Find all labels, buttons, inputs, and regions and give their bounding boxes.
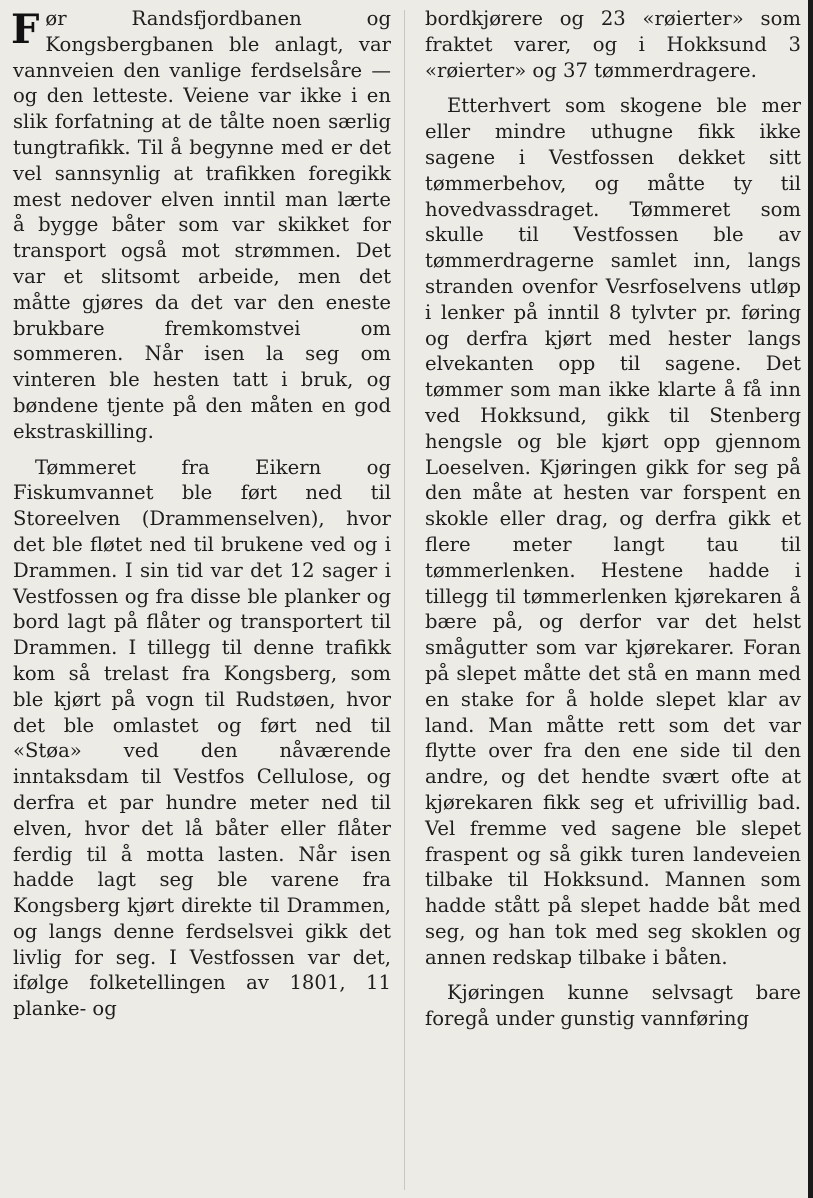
left-column: [13, 6, 391, 1022]
paragraph-timber-transport: Tømmeret fra Eikern og Fiskumvannet ble ført ned til Storeelven (Drammenselven), hvor det ble fløtet ned til brukene ved og i Drammen. I sin tid var det 12 sager i Vestfossen og fra disse ble planker og bord lagt på flåter og transportert til Drammen. I tillegg til denne trafikk kom så trelast fra Kongsberg, som ble kjørt på vogn til Rudstøen, hvor det ble omlastet og ført ned til «Støa» ved den nåværende inntaksdam til Vestfos Cellulose, og derfra et par hundre meter ned til elven, hvor det lå båter eller flåter ferdig til å motta lasten. Når isen hadde lagt seg ble varene fra Kongsberg kjørt direkte til Drammen, og langs denne ferdselsvei gikk det livlig for seg. I Vestfossen var det, ifølge folketellingen av 1801, 11 planke- og: [13, 455, 391, 1021]
paragraph-intro-text: ør Randsfjordbanen og Kongsbergbanen ble anlagt, var vannveien den vanlige ferdselsåre — og den letteste. Veiene var ikke i en slik forfatning at de tålte noen særlig tungtrafikk. Til å begynne med er det vel sannsynlig at trafikken foregikk mest nedover elven inntil man lærte å bygge båter som var skikket for transport også mot strømmen. Det var et slitsomt arbeide, men det måtte gjøres da det var den eneste brukbare fremkomstvei om sommeren. Når isen la seg om vinteren ble hesten tatt i bruk, og bøndene tjente på den måten en god ekstraskilling.: [13, 7, 391, 443]
paragraph-continuation: bordkjørere og 23 «røierter» som fraktet varer, og i Hokksund 3 «røierter» og 37 tømmerdragere.: [425, 7, 801, 82]
right-column: [425, 6, 801, 1032]
page-edge: [808, 0, 813, 1198]
paragraph-sawmills: Etterhvert som skogene ble mer eller mindre uthugne fikk ikke sagene i Vestfossen dekket sitt tømmerbehov, og måtte ty til hovedvassdraget. Tømmeret som skulle til Vestfossen ble av tømmerdragerne samlet inn, langs stranden ovenfor Vesrfoselvens utløp i lenker på inntil 8 tylvter pr. føring og derfra kjørt med hester langs elvekanten opp til sagene. Det tømmer som man ikke klarte å få inn ved Hokksund, gikk til Stenberg hengsle og ble kjørt opp gjennom Loeselven. Kjøringen gikk for seg på den måte at hesten var forspent en skokle eller drag, og derfra gikk et flere meter langt tau til tømmerlenken. Hestene hadde i tillegg til tømmerlenken kjørekaren å bære på, og derfor var det helst smågutter som var kjørekarer. Foran på slepet måtte det stå en mann med en stake for å holde slepet klar av land. Man måtte rett som det var flytte over fra den ene side til den andre, og det hendte svært ofte at kjørekaren fikk seg et ufrivillig bad. Vel fremme ved sagene ble slepet fraspent og så gikk turen landeveien tilbake til Hokksund. Mannen som hadde stått på slepet hadde båt med seg, og han tok med seg skoklen og annen redskap tilbake i båten.: [425, 94, 801, 969]
column-divider: [404, 10, 405, 1190]
paragraph-intro: [13, 6, 391, 445]
drop-cap: F: [11, 6, 40, 53]
paragraph-water-flow: Kjøringen kunne selvsagt bare foregå under gunstig vannføring: [425, 981, 801, 1031]
